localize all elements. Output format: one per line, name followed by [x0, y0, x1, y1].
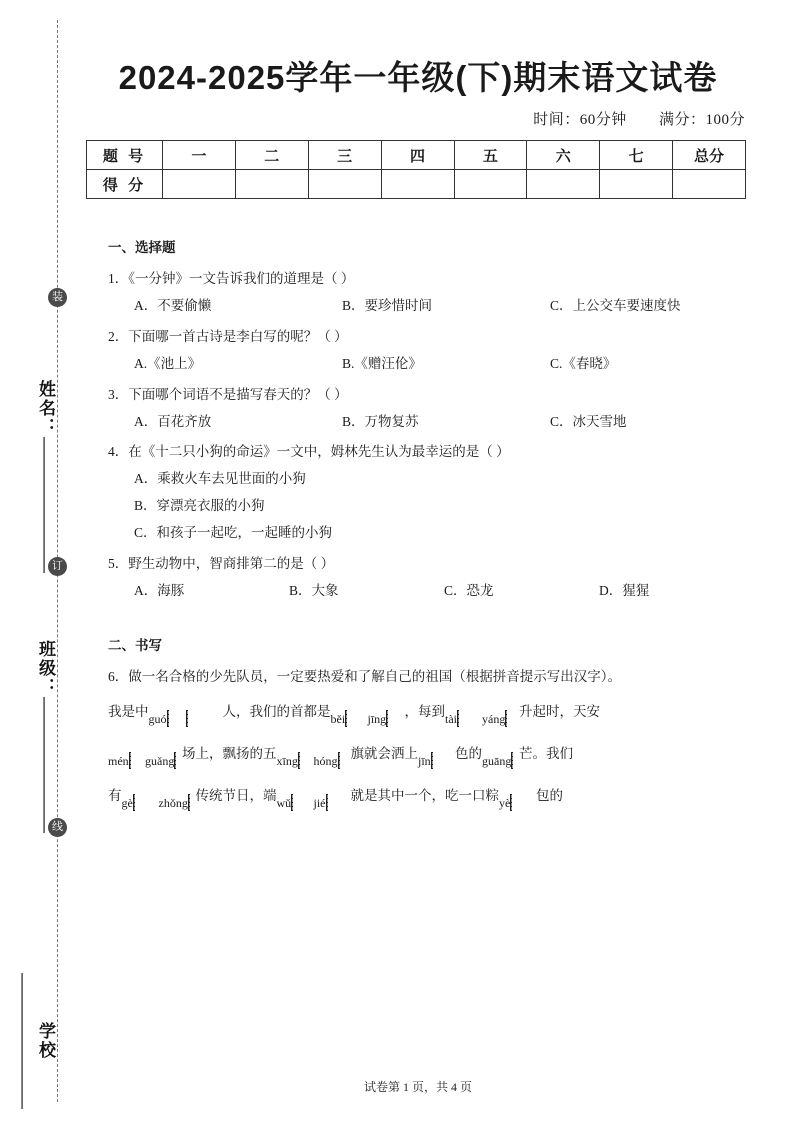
score-cell-4[interactable] [454, 170, 527, 199]
pinyin-men: mén [108, 753, 129, 768]
pinyin-jie: jié [313, 795, 326, 810]
question-stem-5: 5．野生动物中，智商排第二的是（ ） [108, 556, 335, 572]
tian-cell[interactable] [331, 709, 369, 730]
exam-page [78, 0, 793, 1122]
writing-grid-wujie[interactable] [277, 793, 351, 814]
tian-cell[interactable] [499, 793, 537, 814]
score-table-row-label-0: 题 号 [87, 141, 163, 170]
pinyin-zhong: zhǒng [158, 795, 188, 810]
writing-text-2-4: 芒。我们 [519, 745, 573, 761]
writing-box[interactable] [326, 794, 328, 811]
binding-mark-2: 订 [48, 557, 67, 576]
page-title: 2024-2025学年一年级(下)期末语文试卷 [118, 59, 718, 96]
question-options-5 [108, 581, 758, 602]
writing-text-2-3: 色的 [455, 745, 482, 761]
pinyin-wu: wǔ [276, 795, 292, 810]
exam-time: 时间：60分钟 [533, 112, 627, 128]
score-table-col-7: 总分 [673, 141, 746, 170]
tian-cell[interactable] [122, 793, 160, 814]
option-4-a[interactable]: A．乘救火车去见世面的小狗 [134, 471, 306, 487]
pinyin-guo: guó [148, 711, 167, 726]
writing-box[interactable] [188, 794, 190, 811]
pinyin-yang: yáng [482, 711, 506, 726]
writing-box[interactable] [174, 752, 176, 769]
score-table-col-2: 三 [308, 141, 381, 170]
writing-box[interactable] [291, 794, 293, 811]
exam-meta [505, 108, 745, 129]
writing-box[interactable] [457, 710, 459, 727]
tian-cell[interactable] [314, 793, 352, 814]
writing-text-1-1: 我是中 [108, 703, 149, 719]
field-label-class-text: 班级： [36, 640, 55, 697]
question-stem-4: 4．在《十二只小狗的命运》一文中，姆林先生认为最幸运的是（ ） [108, 444, 510, 460]
writing-row-3 [108, 786, 758, 814]
score-table [86, 140, 746, 199]
field-label-school-text: 学校 [36, 1022, 55, 1060]
pinyin-guang2: guāng [482, 753, 512, 768]
tian-cell[interactable] [145, 751, 183, 772]
writing-box[interactable] [386, 710, 388, 727]
writing-box[interactable] [129, 752, 131, 769]
section-heading-1: 一、选择题 [108, 240, 176, 255]
field-label-name-text: 姓名： [36, 380, 55, 437]
score-table-row-label-1: 得 分 [87, 170, 163, 199]
tian-cell[interactable] [482, 709, 520, 730]
question-stem-6: 6．做一名合格的少先队员，一定要热爱和了解自己的祖国（根据拼音提示写出汉字）。 [108, 668, 621, 684]
option-2-a[interactable]: A.《池上》 [134, 355, 202, 371]
score-cell-0[interactable] [163, 170, 236, 199]
writing-text-3-2: 传统节日，端 [195, 787, 277, 803]
option-4-c[interactable]: C．和孩子一起吃，一起睡的小狗 [134, 525, 333, 541]
writing-box[interactable] [345, 710, 347, 727]
writing-grid-ye[interactable] [499, 793, 536, 814]
option-2-c[interactable]: C.《春晓》 [550, 355, 617, 371]
writing-text-1-4: 升起时，天安 [519, 703, 600, 719]
score-table-col-6: 七 [600, 141, 673, 170]
page-footer: 试卷第 1 页，共 4 页 [363, 1080, 472, 1094]
writing-text-2-2: 旗就会洒上 [350, 745, 418, 761]
option-4-b[interactable]: B．穿漂亮衣服的小狗 [134, 498, 265, 514]
table-row-scores [87, 170, 746, 199]
pinyin-ge: gè [121, 795, 133, 810]
writing-grid-guo[interactable] [149, 709, 223, 730]
tian-cell[interactable] [186, 709, 224, 730]
question-options-2 [108, 354, 758, 375]
tian-cell[interactable] [159, 793, 197, 814]
tian-cell[interactable] [149, 709, 187, 730]
option-5-a[interactable]: A．海豚 [134, 583, 185, 599]
field-label-name-line: ———————— [36, 437, 55, 573]
score-cell-3[interactable] [381, 170, 454, 199]
field-label-school-line: ———————— [14, 973, 33, 1109]
writing-grid-menguang[interactable] [108, 751, 182, 772]
option-5-d[interactable]: D．猩猩 [599, 583, 650, 599]
question-stem-1: 1．《一分钟》一文告诉我们的道理是（ ） [108, 270, 355, 286]
writing-box[interactable] [298, 752, 300, 769]
writing-box[interactable] [431, 752, 433, 769]
tian-cell[interactable] [277, 793, 315, 814]
writing-row-2 [108, 744, 758, 772]
writing-box[interactable] [510, 794, 512, 811]
pinyin-tai: tài [445, 711, 457, 726]
writing-text-2-1: 场上，飘扬的五 [182, 745, 277, 761]
score-table-col-3: 四 [381, 141, 454, 170]
field-label-school [14, 960, 58, 1122]
score-cell-2[interactable] [308, 170, 381, 199]
pinyin-guang: guǎng [145, 753, 175, 768]
binding-margin [0, 0, 78, 1122]
pinyin-xing: xīng [276, 753, 298, 768]
score-cell-6[interactable] [600, 170, 673, 199]
option-5-c[interactable]: C．恐龙 [444, 583, 494, 599]
writing-text-1-3: ，每到 [404, 703, 445, 719]
score-table-col-4: 五 [454, 141, 527, 170]
option-1-b[interactable]: B．要珍惜时间 [342, 297, 433, 313]
question-options-3 [108, 412, 758, 433]
tian-cell[interactable] [277, 751, 315, 772]
writing-text-3-3: 就是其中一个，吃一口粽 [350, 787, 499, 803]
option-2-b[interactable]: B.《赠汪伦》 [342, 355, 422, 371]
pinyin-bei: běi [330, 711, 346, 726]
section-heading-2: 二、书写 [108, 637, 162, 653]
writing-box[interactable] [511, 752, 513, 769]
pinyin-jin: jīn [418, 753, 431, 768]
pinyin-ye: yè [499, 795, 511, 810]
option-3-a[interactable]: A．百花齐放 [134, 413, 212, 429]
option-1-c[interactable]: C．上公交车要速度快 [550, 297, 681, 313]
field-label-class-line: ———————— [36, 697, 55, 833]
writing-box[interactable] [167, 710, 169, 727]
option-3-c[interactable]: C．冰天雪地 [550, 413, 627, 429]
tian-cell[interactable] [418, 751, 456, 772]
score-cell-7[interactable] [673, 170, 746, 199]
score-cell-5[interactable] [527, 170, 600, 199]
tian-cell[interactable] [445, 709, 483, 730]
pinyin-jing: jīng [367, 711, 387, 726]
tian-cell[interactable] [482, 751, 520, 772]
field-label-class [18, 640, 58, 833]
table-row-question-numbers [87, 141, 746, 170]
score-table-col-1: 二 [235, 141, 308, 170]
question-options-1 [108, 296, 758, 317]
writing-row-1 [108, 702, 758, 730]
field-label-name [18, 380, 58, 573]
tian-cell[interactable] [314, 751, 352, 772]
tian-cell[interactable] [108, 751, 146, 772]
question-stem-3: 3．下面哪个词语不是描写春天的？（ ） [108, 386, 348, 402]
option-5-b[interactable]: B．大象 [289, 583, 339, 599]
binding-mark-3: 线 [48, 818, 67, 837]
writing-box[interactable] [338, 752, 340, 769]
writing-box[interactable] [186, 710, 188, 727]
writing-text-3-4: 包的 [536, 787, 563, 803]
score-cell-1[interactable] [235, 170, 308, 199]
writing-grid-taiyang[interactable] [445, 709, 519, 730]
binding-mark-1: 装 [48, 288, 67, 307]
option-3-b[interactable]: B．万物复苏 [342, 413, 419, 429]
score-table-col-0: 一 [163, 141, 236, 170]
writing-grid-xinghong[interactable] [277, 751, 351, 772]
writing-box[interactable] [133, 794, 135, 811]
writing-grid-gezhong[interactable] [122, 793, 196, 814]
exam-content [108, 238, 758, 814]
tian-cell[interactable] [368, 709, 406, 730]
score-table-col-5: 六 [527, 141, 600, 170]
writing-grid-jin[interactable] [418, 751, 455, 772]
pinyin-hong: hóng [313, 753, 338, 768]
writing-grid-guang[interactable] [482, 751, 519, 772]
writing-text-3-1: 有 [108, 787, 122, 803]
writing-text-1-2: 人，我们的首都是 [222, 703, 331, 719]
writing-box[interactable] [505, 710, 507, 727]
question-stem-2: 2．下面哪一首古诗是李白写的呢？（ ） [108, 328, 348, 344]
exam-total-score: 满分：100分 [658, 112, 745, 128]
writing-grid-beijing[interactable] [331, 709, 405, 730]
option-1-a[interactable]: A．不要偷懒 [134, 297, 212, 313]
